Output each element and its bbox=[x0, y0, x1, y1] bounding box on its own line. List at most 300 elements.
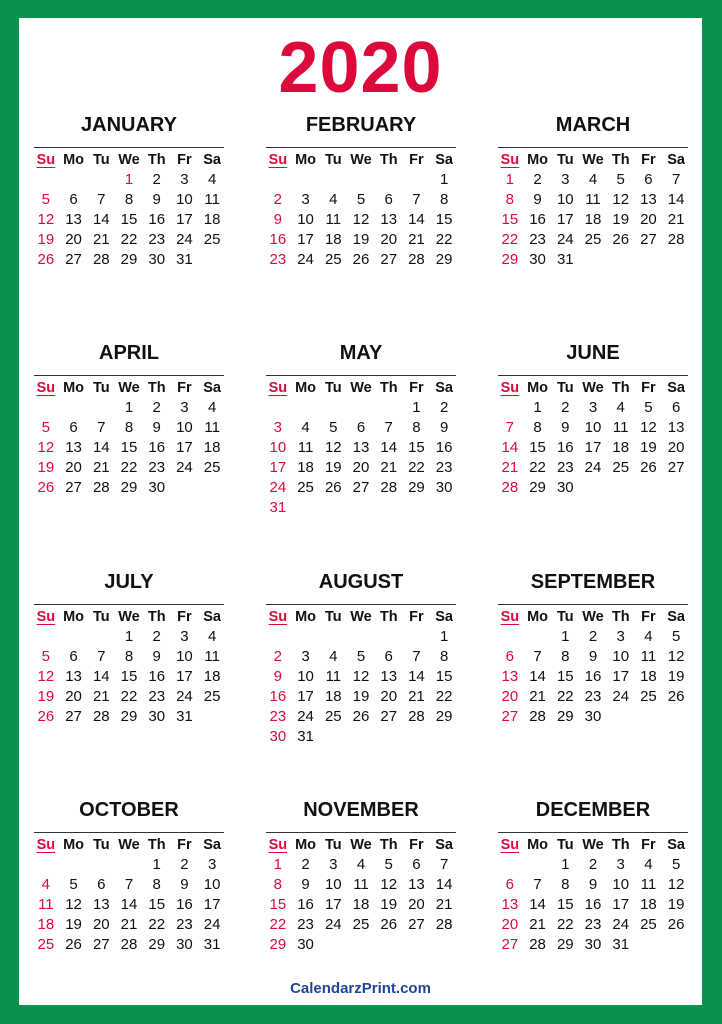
day-cell: 27 bbox=[65, 251, 82, 268]
day-cell: 15 bbox=[120, 211, 138, 228]
day-cell: 12 bbox=[667, 648, 685, 665]
day-cell: 16 bbox=[529, 211, 546, 228]
day-cell: 22 bbox=[120, 231, 138, 248]
day-cell: 14 bbox=[529, 896, 546, 913]
day-cell: 2 bbox=[301, 856, 310, 873]
day-cell: 6 bbox=[384, 191, 393, 208]
day-cell: 27 bbox=[408, 916, 425, 933]
day-cell: 11 bbox=[612, 419, 629, 436]
empty-cell bbox=[375, 398, 403, 418]
day-grid bbox=[496, 378, 690, 498]
day-cell: 1 bbox=[561, 628, 570, 645]
day-cell: 2 bbox=[152, 171, 161, 188]
day-cell: 20 bbox=[501, 688, 519, 705]
day-cell: 29 bbox=[120, 479, 138, 496]
day-cell: 31 bbox=[203, 936, 221, 953]
day-cell: 8 bbox=[439, 648, 449, 665]
day-cell: 27 bbox=[501, 708, 519, 725]
day-cell: 21 bbox=[529, 688, 546, 705]
day-cell: 12 bbox=[380, 876, 398, 893]
day-cell: 19 bbox=[667, 668, 685, 685]
day-cell: 8 bbox=[561, 648, 570, 665]
day-cell: 14 bbox=[435, 876, 453, 893]
day-cell: 10 bbox=[556, 191, 574, 208]
day-cell: 21 bbox=[501, 459, 519, 476]
weekday-header: Sa bbox=[667, 380, 685, 396]
weekday-header: Th bbox=[147, 609, 166, 625]
empty-cell bbox=[496, 855, 524, 875]
day-grid bbox=[32, 150, 226, 270]
day-cell: 5 bbox=[41, 419, 51, 436]
year-title: 2020 bbox=[278, 28, 443, 108]
day-cell: 19 bbox=[65, 916, 82, 933]
empty-cell bbox=[264, 170, 292, 190]
weekday-header: Fr bbox=[641, 152, 656, 168]
empty-cell bbox=[524, 855, 552, 875]
weekday-header: Fr bbox=[641, 609, 656, 625]
day-cell: 18 bbox=[352, 896, 370, 913]
day-cell: 25 bbox=[203, 459, 221, 476]
day-cell: 13 bbox=[380, 211, 398, 228]
day-cell: 11 bbox=[325, 211, 342, 228]
day-cell: 22 bbox=[148, 916, 166, 933]
day-cell: 22 bbox=[120, 459, 138, 476]
weekday-header: Th bbox=[379, 380, 398, 396]
weekday-header: Sa bbox=[203, 837, 221, 853]
day-cell: 15 bbox=[120, 439, 138, 456]
day-cell: 27 bbox=[352, 479, 370, 496]
day-grid bbox=[32, 835, 226, 955]
day-grid bbox=[32, 378, 226, 498]
day-cell: 7 bbox=[439, 856, 449, 873]
day-cell: 30 bbox=[148, 708, 166, 725]
day-cell: 11 bbox=[204, 191, 220, 208]
weekday-header: Sa bbox=[203, 380, 221, 396]
day-cell: 4 bbox=[356, 856, 366, 873]
weekday-header: Th bbox=[379, 609, 398, 625]
weekday-header: Th bbox=[611, 837, 630, 853]
day-cell: 5 bbox=[356, 648, 366, 665]
weekday-header: Tu bbox=[324, 609, 342, 625]
day-cell: 17 bbox=[612, 896, 630, 913]
day-grid bbox=[496, 150, 690, 270]
day-cell: 6 bbox=[356, 419, 366, 436]
weekday-header: Su bbox=[36, 609, 56, 625]
day-cell: 24 bbox=[612, 688, 630, 705]
weekday-header: Mo bbox=[527, 152, 549, 168]
day-cell: 17 bbox=[176, 668, 193, 685]
day-cell: 29 bbox=[501, 251, 519, 268]
empty-cell bbox=[87, 170, 115, 190]
day-cell: 2 bbox=[180, 856, 189, 873]
empty-cell bbox=[496, 627, 524, 647]
month-divider bbox=[266, 147, 456, 148]
month-divider bbox=[498, 375, 688, 376]
month-name: AUGUST bbox=[318, 571, 404, 593]
empty-cell bbox=[115, 855, 143, 875]
empty-cell bbox=[347, 627, 375, 647]
day-cell: 13 bbox=[501, 896, 519, 913]
day-cell: 9 bbox=[273, 211, 283, 228]
day-cell: 2 bbox=[561, 399, 570, 416]
day-cell: 19 bbox=[640, 439, 657, 456]
weekday-header: Su bbox=[36, 152, 56, 168]
day-cell: 28 bbox=[380, 479, 398, 496]
day-cell: 26 bbox=[352, 708, 370, 725]
day-cell: 10 bbox=[269, 439, 287, 456]
day-cell: 13 bbox=[667, 419, 685, 436]
day-cell: 1 bbox=[533, 399, 542, 416]
day-cell: 26 bbox=[667, 916, 685, 933]
weekday-header: Fr bbox=[641, 837, 656, 853]
weekday-header: Sa bbox=[667, 609, 685, 625]
weekday-header: We bbox=[582, 837, 604, 853]
day-cell: 24 bbox=[324, 916, 342, 933]
day-cell: 10 bbox=[297, 211, 314, 228]
day-cell: 15 bbox=[269, 896, 287, 913]
day-cell: 30 bbox=[584, 708, 602, 725]
day-cell: 24 bbox=[297, 251, 314, 268]
weekday-header: Fr bbox=[409, 609, 424, 625]
weekday-header: Tu bbox=[324, 837, 342, 853]
weekday-header: Fr bbox=[641, 380, 656, 396]
day-cell: 16 bbox=[148, 668, 166, 685]
day-cell: 31 bbox=[556, 251, 574, 268]
day-cell: 30 bbox=[435, 479, 453, 496]
day-cell: 28 bbox=[501, 479, 519, 496]
day-cell: 17 bbox=[324, 896, 342, 913]
day-cell: 10 bbox=[612, 876, 630, 893]
day-cell: 14 bbox=[120, 896, 138, 913]
day-cell: 30 bbox=[176, 936, 193, 953]
day-cell: 6 bbox=[97, 876, 106, 893]
day-cell: 15 bbox=[408, 439, 425, 456]
day-cell: 23 bbox=[176, 916, 193, 933]
month-june bbox=[496, 341, 690, 498]
day-cell: 13 bbox=[408, 876, 425, 893]
empty-cell bbox=[264, 627, 292, 647]
day-cell: 2 bbox=[273, 648, 283, 665]
day-cell: 16 bbox=[176, 896, 193, 913]
day-cell: 26 bbox=[324, 479, 342, 496]
day-cell: 19 bbox=[37, 688, 55, 705]
weekday-header: Th bbox=[379, 837, 398, 853]
day-cell: 10 bbox=[612, 648, 630, 665]
day-cell: 1 bbox=[124, 171, 134, 188]
day-cell: 8 bbox=[439, 191, 449, 208]
day-cell: 2 bbox=[152, 399, 161, 416]
day-cell: 15 bbox=[556, 668, 574, 685]
day-cell: 8 bbox=[505, 191, 515, 208]
day-cell: 3 bbox=[588, 399, 598, 416]
day-cell: 18 bbox=[640, 668, 657, 685]
day-cell: 11 bbox=[204, 419, 220, 436]
weekday-header: Fr bbox=[409, 837, 424, 853]
weekday-header: Tu bbox=[556, 609, 574, 625]
month-name: MARCH bbox=[555, 114, 631, 136]
day-cell: 9 bbox=[533, 191, 542, 208]
weekday-header: Th bbox=[379, 152, 398, 168]
weekday-header: Fr bbox=[409, 152, 424, 168]
weekday-header: Su bbox=[500, 837, 520, 853]
month-divider bbox=[498, 604, 688, 605]
day-cell: 18 bbox=[612, 439, 630, 456]
day-cell: 24 bbox=[269, 479, 287, 496]
day-cell: 24 bbox=[176, 231, 193, 248]
day-cell: 8 bbox=[124, 648, 134, 665]
day-cell: 7 bbox=[97, 191, 106, 208]
day-cell: 14 bbox=[667, 191, 685, 208]
weekday-header: Mo bbox=[527, 837, 549, 853]
weekday-header: We bbox=[350, 152, 372, 168]
day-cell: 21 bbox=[667, 211, 685, 228]
month-divider bbox=[34, 832, 224, 833]
day-cell: 13 bbox=[65, 668, 82, 685]
month-name: MAY bbox=[339, 342, 383, 364]
weekday-header: We bbox=[118, 152, 140, 168]
day-grid bbox=[264, 607, 458, 747]
day-cell: 31 bbox=[297, 728, 314, 745]
month-may bbox=[264, 341, 458, 518]
weekday-header: Sa bbox=[667, 837, 685, 853]
day-cell: 9 bbox=[152, 648, 161, 665]
day-cell: 15 bbox=[529, 439, 546, 456]
day-cell: 1 bbox=[152, 856, 161, 873]
day-cell: 18 bbox=[297, 459, 314, 476]
month-april bbox=[32, 341, 226, 498]
day-cell: 29 bbox=[556, 708, 574, 725]
day-cell: 8 bbox=[412, 419, 421, 436]
weekday-header: Tu bbox=[556, 837, 574, 853]
day-cell: 23 bbox=[297, 916, 314, 933]
weekday-header: Sa bbox=[667, 152, 685, 168]
day-cell: 27 bbox=[92, 936, 110, 953]
day-cell: 10 bbox=[203, 876, 221, 893]
month-september bbox=[496, 570, 690, 727]
weekday-header: Th bbox=[147, 380, 166, 396]
day-cell: 3 bbox=[180, 399, 189, 416]
day-cell: 4 bbox=[207, 399, 217, 416]
day-cell: 19 bbox=[352, 688, 370, 705]
day-cell: 10 bbox=[324, 876, 342, 893]
day-grid bbox=[32, 607, 226, 727]
day-cell: 2 bbox=[439, 399, 449, 416]
day-cell: 24 bbox=[297, 708, 314, 725]
month-july bbox=[32, 570, 226, 727]
day-cell: 26 bbox=[352, 251, 370, 268]
day-cell: 16 bbox=[556, 439, 574, 456]
day-cell: 9 bbox=[588, 648, 598, 665]
day-cell: 25 bbox=[640, 688, 657, 705]
month-divider bbox=[498, 147, 688, 148]
weekday-header: Fr bbox=[177, 837, 192, 853]
day-cell: 14 bbox=[501, 439, 519, 456]
day-cell: 9 bbox=[152, 419, 161, 436]
day-cell: 26 bbox=[380, 916, 398, 933]
day-cell: 23 bbox=[148, 231, 166, 248]
day-cell: 27 bbox=[501, 936, 519, 953]
empty-cell bbox=[347, 398, 375, 418]
day-cell: 28 bbox=[120, 936, 138, 953]
day-cell: 30 bbox=[556, 479, 574, 496]
day-cell: 10 bbox=[176, 648, 193, 665]
weekday-header: Tu bbox=[556, 380, 574, 396]
empty-cell bbox=[87, 398, 115, 418]
day-cell: 9 bbox=[439, 419, 449, 436]
day-cell: 25 bbox=[297, 479, 314, 496]
day-cell: 12 bbox=[352, 668, 370, 685]
weekday-header: We bbox=[118, 837, 140, 853]
day-cell: 28 bbox=[667, 231, 685, 248]
day-cell: 14 bbox=[529, 668, 546, 685]
day-cell: 26 bbox=[612, 231, 630, 248]
day-cell: 5 bbox=[356, 191, 366, 208]
day-cell: 1 bbox=[124, 628, 134, 645]
day-cell: 30 bbox=[148, 251, 166, 268]
weekday-header: Sa bbox=[435, 380, 453, 396]
day-cell: 8 bbox=[273, 876, 283, 893]
day-cell: 9 bbox=[273, 668, 283, 685]
day-cell: 29 bbox=[148, 936, 166, 953]
day-cell: 15 bbox=[556, 896, 574, 913]
day-cell: 19 bbox=[324, 459, 342, 476]
day-cell: 7 bbox=[124, 876, 134, 893]
weekday-header: We bbox=[350, 609, 372, 625]
empty-cell bbox=[292, 627, 320, 647]
day-cell: 9 bbox=[152, 191, 161, 208]
day-cell: 11 bbox=[204, 648, 220, 665]
weekday-header: We bbox=[582, 152, 604, 168]
day-cell: 4 bbox=[301, 419, 310, 436]
day-cell: 1 bbox=[439, 171, 449, 188]
day-cell: 26 bbox=[37, 479, 55, 496]
day-cell: 4 bbox=[329, 191, 338, 208]
weekday-header: Su bbox=[500, 152, 520, 168]
weekday-header: Th bbox=[147, 152, 166, 168]
day-grid bbox=[264, 150, 458, 270]
month-name: APRIL bbox=[99, 342, 159, 364]
day-cell: 30 bbox=[297, 936, 314, 953]
day-cell: 31 bbox=[176, 708, 193, 725]
day-cell: 5 bbox=[41, 648, 51, 665]
weekday-header: We bbox=[118, 380, 140, 396]
day-cell: 1 bbox=[273, 856, 283, 873]
day-cell: 27 bbox=[640, 231, 657, 248]
day-cell: 7 bbox=[412, 191, 421, 208]
empty-cell bbox=[87, 627, 115, 647]
day-cell: 20 bbox=[65, 688, 82, 705]
day-cell: 25 bbox=[37, 936, 55, 953]
day-cell: 16 bbox=[148, 211, 166, 228]
day-cell: 16 bbox=[148, 439, 166, 456]
empty-cell bbox=[60, 627, 88, 647]
weekday-header: Mo bbox=[295, 837, 317, 853]
weekday-header: Tu bbox=[92, 837, 110, 853]
day-cell: 25 bbox=[612, 459, 630, 476]
day-cell: 19 bbox=[667, 896, 685, 913]
day-cell: 10 bbox=[584, 419, 602, 436]
day-cell: 13 bbox=[352, 439, 370, 456]
day-cell: 30 bbox=[148, 479, 166, 496]
empty-cell bbox=[32, 170, 60, 190]
day-cell: 22 bbox=[408, 459, 425, 476]
day-cell: 31 bbox=[269, 499, 287, 516]
weekday-header: Mo bbox=[63, 837, 85, 853]
empty-cell bbox=[319, 398, 347, 418]
day-cell: 8 bbox=[533, 419, 542, 436]
empty-cell bbox=[496, 398, 524, 418]
empty-cell bbox=[319, 170, 347, 190]
day-cell: 6 bbox=[412, 856, 421, 873]
day-cell: 20 bbox=[501, 916, 519, 933]
day-cell: 14 bbox=[92, 211, 110, 228]
day-cell: 25 bbox=[324, 708, 342, 725]
day-cell: 8 bbox=[561, 876, 570, 893]
day-cell: 17 bbox=[556, 211, 574, 228]
day-cell: 28 bbox=[529, 936, 546, 953]
month-january bbox=[32, 113, 226, 270]
day-cell: 11 bbox=[297, 439, 314, 456]
day-cell: 4 bbox=[644, 628, 653, 645]
weekday-header: Sa bbox=[435, 609, 453, 625]
day-cell: 16 bbox=[269, 688, 287, 705]
day-cell: 5 bbox=[329, 419, 338, 436]
day-cell: 22 bbox=[435, 231, 453, 248]
day-cell: 7 bbox=[505, 419, 515, 436]
day-cell: 1 bbox=[505, 171, 515, 188]
weekday-header: Tu bbox=[92, 152, 110, 168]
day-cell: 21 bbox=[120, 916, 138, 933]
day-cell: 27 bbox=[380, 708, 398, 725]
empty-cell bbox=[264, 398, 292, 418]
weekday-header: Su bbox=[268, 837, 288, 853]
weekday-header: Mo bbox=[527, 380, 549, 396]
empty-cell bbox=[375, 170, 403, 190]
weekday-header: Mo bbox=[527, 609, 549, 625]
day-cell: 17 bbox=[612, 668, 630, 685]
day-cell: 6 bbox=[505, 648, 515, 665]
day-cell: 21 bbox=[380, 459, 398, 476]
day-cell: 20 bbox=[380, 688, 398, 705]
day-cell: 3 bbox=[180, 628, 189, 645]
empty-cell bbox=[32, 398, 60, 418]
day-cell: 25 bbox=[640, 916, 657, 933]
day-cell: 19 bbox=[37, 459, 55, 476]
day-grid bbox=[496, 607, 690, 727]
day-cell: 16 bbox=[297, 896, 314, 913]
weekday-header: Fr bbox=[409, 380, 424, 396]
month-name: JANUARY bbox=[81, 114, 177, 136]
day-cell: 29 bbox=[556, 936, 574, 953]
weekday-header: Mo bbox=[295, 380, 317, 396]
day-cell: 11 bbox=[38, 896, 54, 913]
day-cell: 11 bbox=[640, 648, 657, 665]
weekday-header: Tu bbox=[92, 380, 110, 396]
month-divider bbox=[34, 147, 224, 148]
empty-cell bbox=[60, 398, 88, 418]
day-cell: 7 bbox=[384, 419, 393, 436]
day-cell: 1 bbox=[439, 628, 449, 645]
day-cell: 2 bbox=[152, 628, 161, 645]
day-cell: 3 bbox=[616, 628, 625, 645]
empty-cell bbox=[32, 855, 60, 875]
day-cell: 14 bbox=[408, 211, 425, 228]
day-cell: 18 bbox=[203, 439, 221, 456]
day-cell: 10 bbox=[176, 419, 193, 436]
weekday-header: Sa bbox=[203, 152, 221, 168]
day-cell: 17 bbox=[203, 896, 221, 913]
weekday-header: Sa bbox=[435, 152, 453, 168]
